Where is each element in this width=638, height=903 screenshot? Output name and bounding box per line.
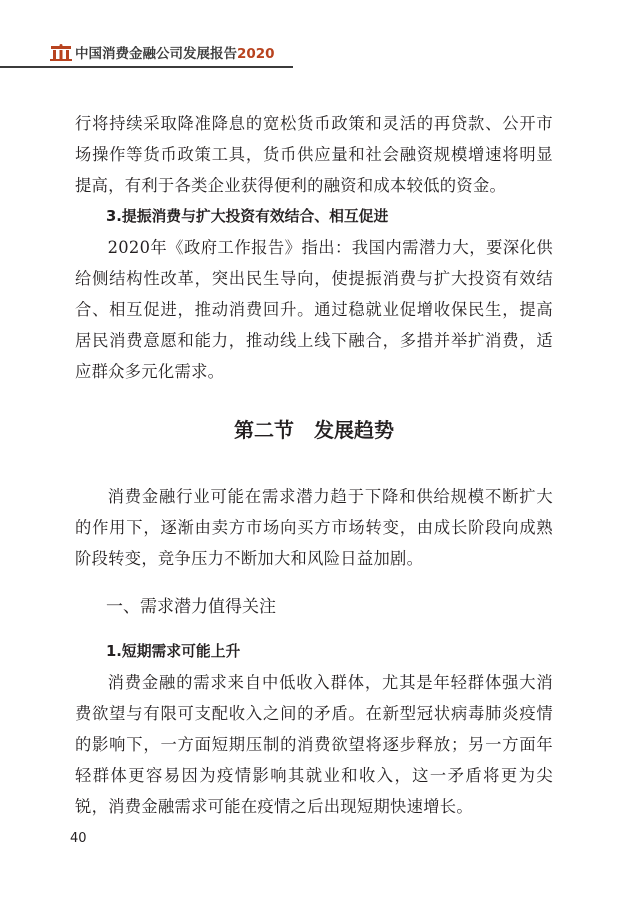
report-year: 2020 <box>237 46 275 62</box>
paragraph-short-term-demand: 消费金融的需求来自中低收入群体，尤其是年轻群体强大消费欲望与有限可支配收入之间的矛盾。在新型冠状病毒肺炎疫情的影响下，一方面短期压制的消费欲望将逐步释放；另一方面年轻群体更容易因为疫情影响其就业和收入，这一矛盾将更为尖锐，消费金融需求可能在疫情之后出现短期快速增长。 <box>75 673 553 816</box>
page-header <box>0 0 638 70</box>
report-title <box>75 44 275 64</box>
page-content <box>75 108 553 822</box>
subheading-3: 3.提振消费与扩大投资有效结合、相互促进 <box>106 208 389 225</box>
heading-demand-potential: 一、需求潜力值得关注 <box>106 597 276 617</box>
report-logo-icon <box>50 44 72 62</box>
paragraph-continued: 行将持续采取降准降息的宽松货币政策和灵活的再贷款、公开市场操作等货币政策工具，货币供应量和社会融资规模增速将明显提高，有利于各类企业获得便利的融资和成本较低的资金。 <box>75 114 553 195</box>
paragraph-section-intro: 消费金融行业可能在需求潜力趋于下降和供给规模不断扩大的作用下，逐渐由卖方市场向买方市场转变，由成长阶段向成熟阶段转变，竞争压力不断加大和风险日益加剧。 <box>75 487 553 568</box>
paragraph-government-report: 2020年《政府工作报告》指出：我国内需潜力大，要深化供给侧结构性改革，突出民生导向，使提振消费与扩大投资有效结合、相互促进，推动消费回升。通过稳就业促增收保民生，提高居民消费意愿和能力，推动线上线下融合，多措并举扩消费，适应群众多元化需求。 <box>75 238 553 381</box>
report-title-text: 中国消费金融公司发展报告 <box>75 46 237 62</box>
subheading-1: 1.短期需求可能上升 <box>106 643 241 660</box>
header-divider <box>0 66 293 68</box>
section-title: 第二节 发展趋势 <box>234 418 394 442</box>
page-number: 40 <box>70 831 87 846</box>
